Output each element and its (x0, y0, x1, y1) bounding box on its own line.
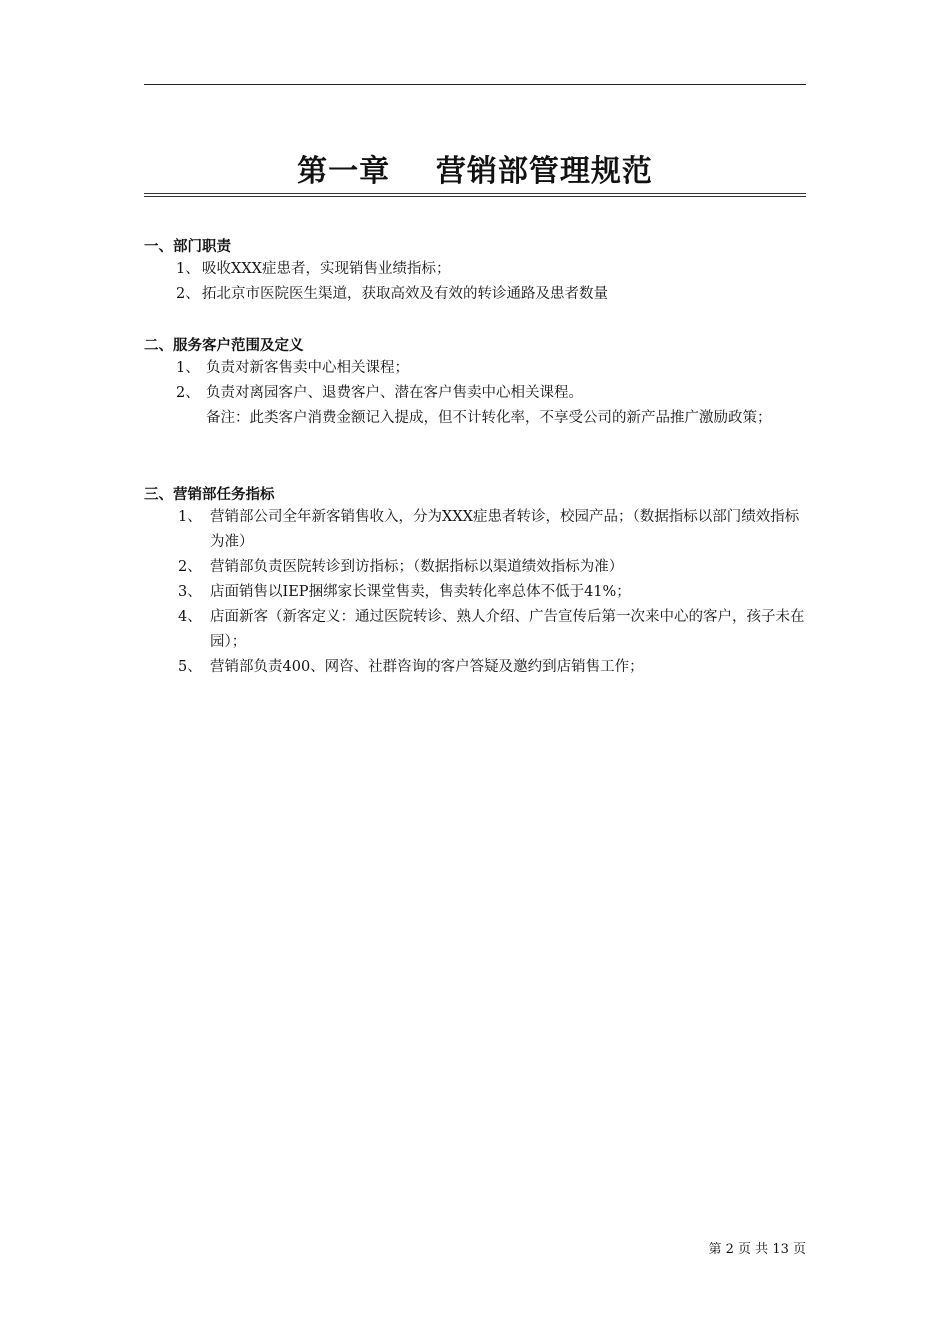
list-item (178, 580, 806, 605)
item-number: 3、 (178, 584, 202, 600)
item-number: 5、 (178, 659, 202, 675)
item-number: 2、 (176, 286, 200, 302)
page-number: 第 2 页 共 13 页 (708, 1242, 806, 1257)
list-item (178, 505, 806, 555)
list-item (176, 282, 806, 307)
section-heading-duties: 一、部门职责 (144, 239, 231, 255)
item-number: 2、 (178, 559, 202, 575)
note-text: 备注：此类客户消费金额记入提成，但不计转化率，不享受公司的新产品推广激励政策； (206, 410, 772, 426)
chapter-title: 第一章 营销部管理规范 (297, 154, 653, 189)
item-text: 店面新客（新客定义：通过医院转诊、熟人介绍、广告宣传后第一次来中心的客户，孩子未在园）； (210, 609, 805, 650)
item-number: 1、 (178, 509, 202, 525)
title-rule (144, 193, 806, 197)
item-text: 吸收XXX症患者，实现销售业绩指标； (202, 261, 451, 277)
header-rule (144, 84, 806, 85)
item-number: 2、 (176, 385, 200, 401)
section-heading-targets: 三、营销部任务指标 (144, 487, 275, 503)
list-item (178, 555, 806, 580)
item-text: 负责对新客售卖中心相关课程； (206, 360, 409, 376)
item-number: 1、 (176, 261, 200, 277)
item-text: 营销部公司全年新客销售收入，分为XXX症患者转诊，校园产品；（数据指标以部门绩效指标为准） (210, 509, 800, 550)
item-text: 负责对离园客户、退费客户、潜在客户售卖中心相关课程。 (206, 385, 583, 401)
list-item (178, 655, 806, 680)
item-text: 营销部负责医院转诊到访指标；（数据指标以渠道绩效指标为准） (210, 559, 624, 575)
item-number: 1、 (176, 360, 200, 376)
section-heading-customers: 二、服务客户范围及定义 (144, 338, 304, 354)
item-text: 拓北京市医院医生渠道，获取高效及有效的转诊通路及患者数量 (202, 286, 608, 302)
item-number: 4、 (178, 609, 202, 625)
item-text: 营销部负责400、网咨、社群咨询的客户答疑及邀约到店销售工作； (210, 659, 644, 675)
list-item (176, 381, 806, 406)
list-item (176, 356, 806, 381)
list-item (178, 605, 806, 655)
item-text: 店面销售以IEP捆绑家长课堂售卖，售卖转化率总体不低于41%； (210, 584, 631, 600)
list-item (176, 257, 806, 282)
